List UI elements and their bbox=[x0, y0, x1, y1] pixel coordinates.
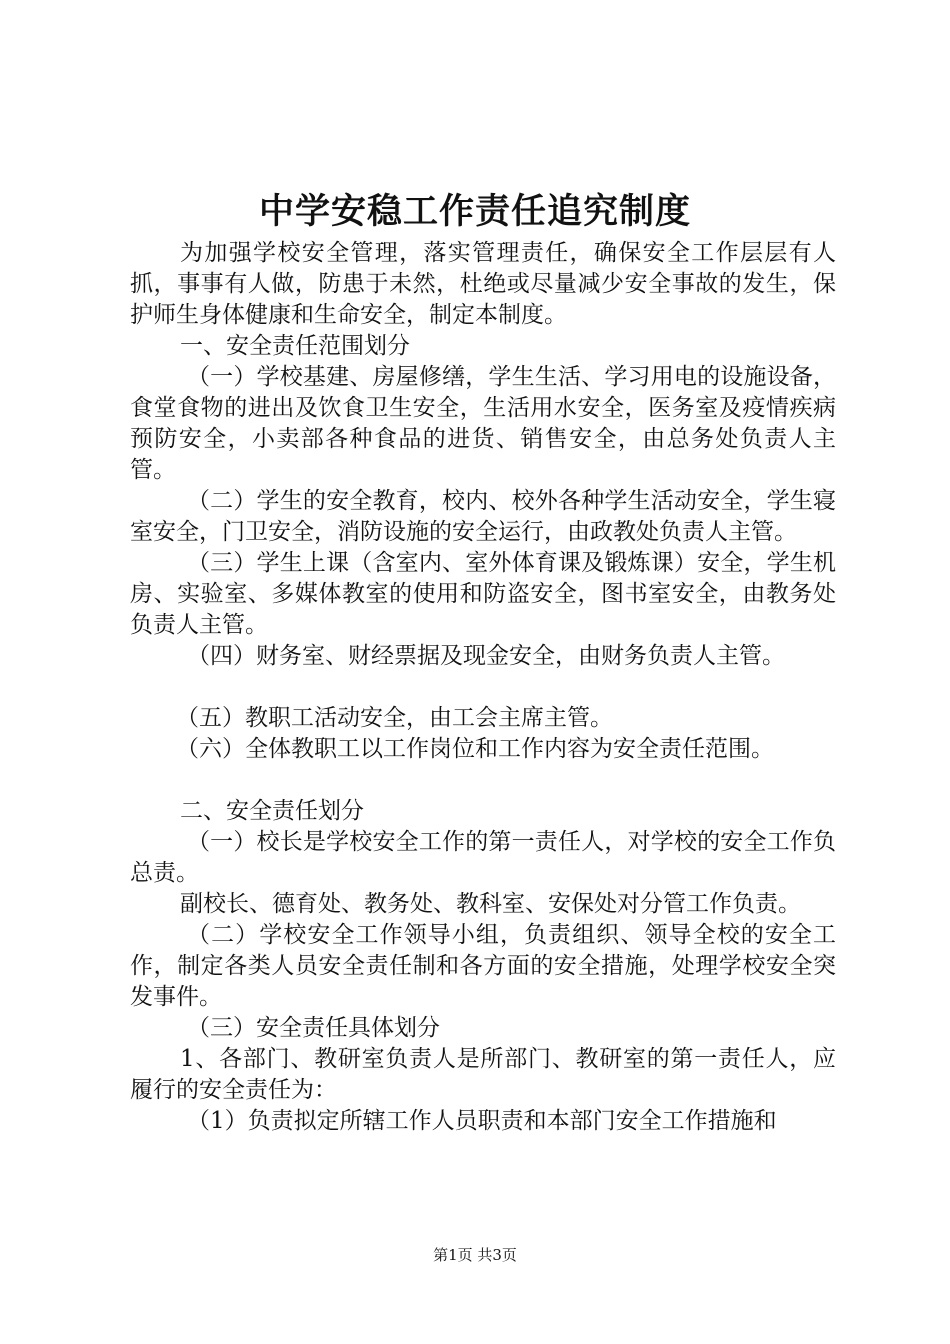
paragraph: （一）学校基建、房屋修缮，学生生活、学习用电的设施设备，食堂食物的进出及饮食卫生安全，生活用水安全，医务室及疫情疾病预防安全，小卖部各种食品的进货、销售安全，由总务处负责人主管。 bbox=[130, 364, 836, 483]
blank-line bbox=[130, 672, 836, 703]
paragraph-intro: 为加强学校安全管理，落实管理责任，确保安全工作层层有人抓，事事有人做，防患于未然，杜绝或尽量减少安全事故的发生，保护师生身体健康和生命安全，制定本制度。 bbox=[130, 240, 836, 328]
paragraph: （三）学生上课（含室内、室外体育课及锻炼课）安全，学生机房、实验室、多媒体教室的使用和防盗安全，图书室安全，由教务处负责人主管。 bbox=[130, 550, 836, 638]
blank-line bbox=[130, 765, 836, 796]
paragraph: （四）财务室、财经票据及现金安全，由财务负责人主管。 bbox=[187, 643, 785, 669]
paragraph: （二）学生的安全教育，校内、校外各种学生活动安全，学生寝室安全，门卫安全，消防设施的安全运行，由政教处负责人主管。 bbox=[130, 488, 836, 545]
section-heading-2: 二、安全责任划分 bbox=[180, 798, 364, 824]
paragraph: （三）安全责任具体划分 bbox=[187, 1015, 440, 1041]
page-footer: 第1页 共3页 bbox=[433, 1246, 517, 1264]
paragraph: （二）学校安全工作领导小组，负责组织、领导全校的安全工作，制定各类人员安全责任制和各方面的安全措施，处理学校安全突发事件。 bbox=[130, 922, 836, 1010]
paragraph: 1、各部门、教研室负责人是所部门、教研室的第一责任人，应履行的安全责任为： bbox=[130, 1046, 836, 1103]
paragraph: （1）负责拟定所辖工作人员职责和本部门安全工作措施和 bbox=[187, 1108, 777, 1134]
paragraph: 副校长、德育处、教务处、教科室、安保处对分管工作负责。 bbox=[180, 891, 801, 917]
section-heading-1: 一、安全责任范围划分 bbox=[180, 333, 410, 359]
paragraph: （五）教职工活动安全，由工会主席主管。 bbox=[176, 705, 613, 731]
paragraph: （六）全体教职工以工作岗位和工作内容为安全责任范围。 bbox=[176, 736, 774, 762]
document-title: 中学安稳工作责任追究制度 bbox=[258, 191, 691, 232]
paragraph: （一）校长是学校安全工作的第一责任人，对学校的安全工作负总责。 bbox=[130, 829, 836, 886]
document-body bbox=[130, 238, 836, 1137]
